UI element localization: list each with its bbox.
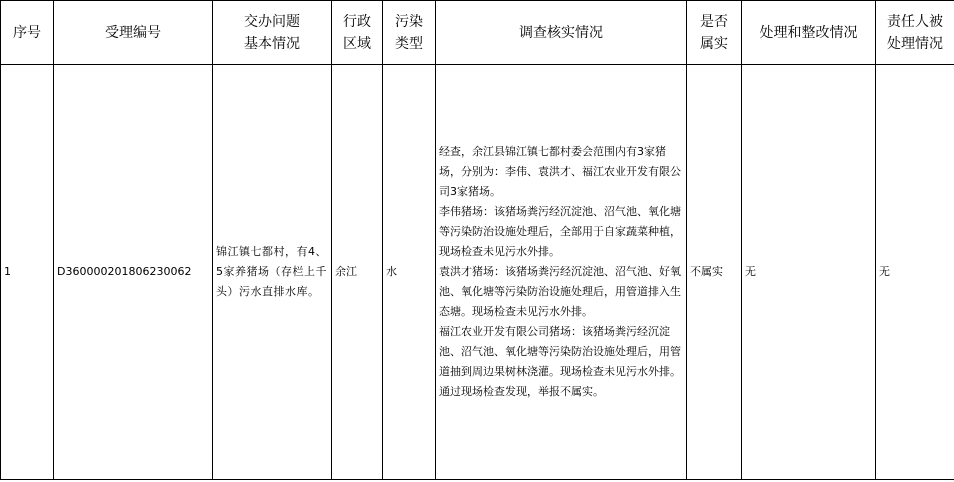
- cell-accountability: 无: [876, 65, 954, 480]
- problem-text: 锦江镇七都村，有4、5家养猪场（存栏上千头）污水直排水库。: [216, 245, 327, 298]
- cell-problem: [213, 65, 332, 480]
- cell-region: 余江: [332, 65, 383, 480]
- cell-rectification: 无: [742, 65, 876, 480]
- cell-case-no: D360000201806230062: [54, 65, 213, 480]
- header-investigation: 调查核实情况: [436, 1, 687, 65]
- cell-verified: 不属实: [687, 65, 742, 480]
- header-rectification: 处理和整改情况: [742, 1, 876, 65]
- header-case-no: 受理编号: [54, 1, 213, 65]
- investigation-paragraph: 福江农业开发有限公司猪场：该猪场粪污经沉淀池、沼气池、氧化塘等污染防治设施处理后，用管道抽到周边果树林浇灌。现场检查未见污水外排。: [439, 325, 681, 378]
- header-verified: 是否 属实: [687, 1, 742, 65]
- header-accountability: 责任人被 处理情况: [876, 1, 954, 65]
- investigation-paragraph: 经查，余江县锦江镇七都村委会范围内有3家猪场，分别为：李伟、袁洪才、福江农业开发有限公司3家猪场。: [439, 145, 681, 198]
- header-problem: 交办问题 基本情况: [213, 1, 332, 65]
- cell-seq: 1: [1, 65, 54, 480]
- cell-pollution-type: 水: [383, 65, 436, 480]
- header-pollution-type: 污染 类型: [383, 1, 436, 65]
- header-region: 行政 区域: [332, 1, 383, 65]
- table-row: [1, 65, 954, 480]
- investigation-paragraph: 通过现场检查发现，举报不属实。: [439, 385, 604, 398]
- investigation-paragraph: 袁洪才猪场：该猪场粪污经沉淀池、沼气池、好氧池、氧化塘等污染防治设施处理后，用管道排入生态塘。现场检查未见污水外排。: [439, 265, 681, 318]
- cell-investigation: [436, 65, 687, 480]
- header-seq: 序号: [1, 1, 54, 65]
- header-row: [1, 1, 954, 65]
- investigation-paragraph: 李伟猪场：该猪场粪污经沉淀池、沼气池、氧化塘等污染防治设施处理后，全部用于自家蔬菜种植，现场检查未见污水外排。: [439, 205, 681, 258]
